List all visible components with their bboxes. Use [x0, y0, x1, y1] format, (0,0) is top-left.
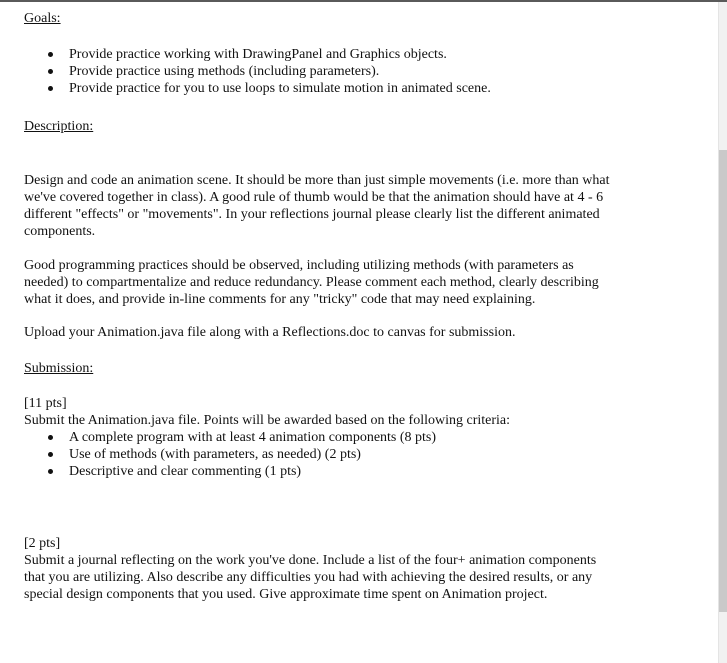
- goals-list: [24, 46, 714, 97]
- goal-item: Provide practice for you to use loops to simulate motion in animated scene.: [24, 80, 714, 97]
- submission-part1-points: [11 pts]: [24, 396, 67, 411]
- submission-heading: Submission:: [24, 361, 94, 376]
- description-heading: Description:: [24, 119, 94, 134]
- submission-part2-points: [2 pts]: [24, 536, 61, 551]
- description-paragraph-2: Good programming practices should be observed, including utilizing methods (with parameters as needed) to compartmentalize and reduce redundancy. Please comment each method, clearly describing what it does, and provide in-line comments for any "tricky" code that may need explaining.: [24, 258, 599, 307]
- top-border: [0, 0, 727, 2]
- criteria-item: A complete program with at least 4 animation components (8 pts): [24, 429, 714, 446]
- description-paragraph-3: Upload your Animation.java file along with a Reflections.doc to canvas for submission.: [24, 325, 516, 340]
- scrollbar-thumb[interactable]: [719, 150, 727, 612]
- goals-heading: Goals:: [24, 11, 61, 26]
- criteria-item: Use of methods (with parameters, as needed) (2 pts): [24, 446, 714, 463]
- criteria-list: [24, 429, 714, 480]
- submission-part1-text: Submit the Animation.java file. Points will be awarded based on the following criteria:: [24, 413, 511, 428]
- goal-item: Provide practice working with DrawingPanel and Graphics objects.: [24, 46, 714, 63]
- criteria-item: Descriptive and clear commenting (1 pts): [24, 463, 714, 480]
- document-body: [24, 6, 714, 603]
- description-paragraph-1: Design and code an animation scene. It should be more than just simple movements (i.e. more than what we've covered together in class). A good rule of thumb would be that the animation should have at 4 - 6 different "effects" or "movements". In your reflections journal please clearly list the different animated components.: [24, 173, 610, 239]
- submission-part2-text: Submit a journal reflecting on the work you've done. Include a list of the four+ animation components that you are utilizing. Also describe any difficulties you had with achieving the desired results, or any special design components that you used. Give approximate time spent on Animation project.: [24, 553, 597, 602]
- goal-item: Provide practice using methods (including parameters).: [24, 63, 714, 80]
